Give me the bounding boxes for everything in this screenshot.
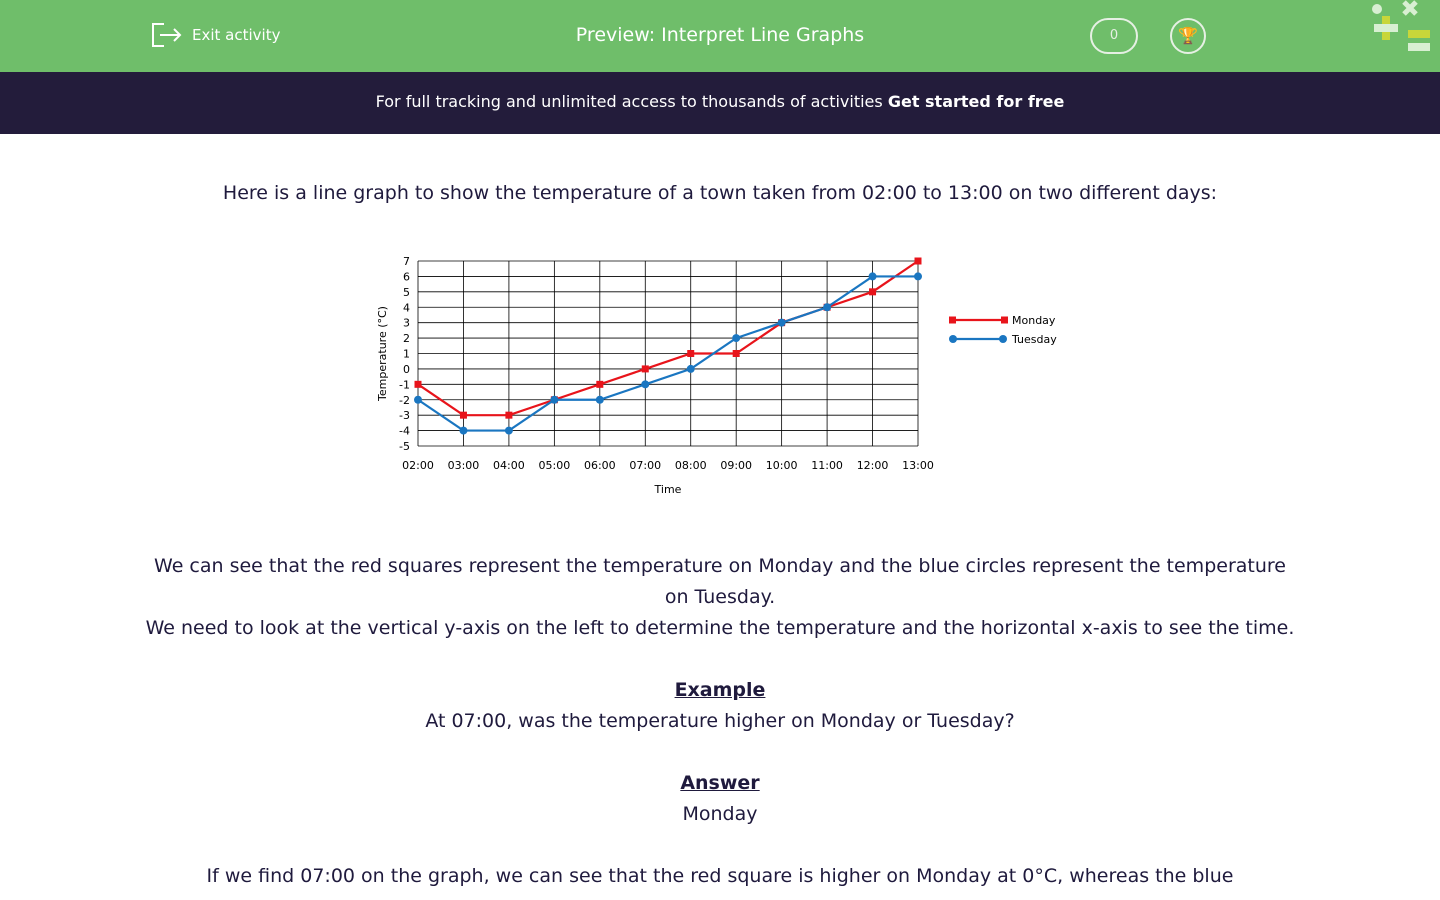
y-tick-label: -2 <box>399 393 410 407</box>
y-tick-label: -5 <box>399 440 410 453</box>
data-point-tuesday <box>414 396 422 404</box>
data-point-monday <box>869 288 876 295</box>
x-tick-label: 07:00 <box>629 459 662 472</box>
data-point-tuesday <box>641 380 649 388</box>
data-point-monday <box>415 381 422 388</box>
x-tick-label: 05:00 <box>538 459 571 472</box>
data-point-tuesday <box>459 427 467 435</box>
score-badge: 0 <box>1090 18 1138 54</box>
data-point-monday <box>460 412 467 419</box>
line-chart <box>360 245 1080 515</box>
legend-marker <box>949 317 956 324</box>
data-point-monday <box>596 381 603 388</box>
page-title: Preview: Interpret Line Graphs <box>575 24 865 46</box>
example-heading: Example <box>674 679 766 701</box>
x-tick-label: 09:00 <box>720 459 753 472</box>
paragraph-axes: We need to look at the vertical y-axis on the left to determine the temperature and the horizontal x-axis to see the time. <box>145 617 1295 639</box>
x-tick-label: 10:00 <box>765 459 798 472</box>
signup-banner <box>0 72 1440 134</box>
exit-icon <box>150 22 182 48</box>
paragraph-legend: We can see that the red squares represent the temperature on Monday and the blue circles represent the temperature on Tuesday. <box>154 555 1286 608</box>
data-point-monday <box>733 350 740 357</box>
y-tick-label: 1 <box>403 347 410 361</box>
exit-activity-button[interactable] <box>150 22 280 48</box>
y-tick-label: 6 <box>403 270 410 284</box>
x-tick-label: 06:00 <box>583 459 616 472</box>
data-point-tuesday <box>823 303 831 311</box>
x-tick-label: 02:00 <box>402 459 434 472</box>
logo-icon <box>1368 0 1432 56</box>
x-tick-label: 04:00 <box>493 459 525 472</box>
example-question: At 07:00, was the temperature higher on Monday or Tuesday? <box>425 710 1015 732</box>
data-point-tuesday <box>914 272 922 280</box>
legend-marker <box>999 335 1007 343</box>
y-tick-label: -1 <box>399 378 410 392</box>
data-point-monday <box>687 350 694 357</box>
get-started-link[interactable]: Get started for free <box>887 92 1065 111</box>
data-point-tuesday <box>550 396 558 404</box>
y-tick-label: -4 <box>399 424 410 438</box>
y-axis-label: Temperature (°C) <box>376 306 389 401</box>
explanation-text: If we find 07:00 on the graph, we can see that the red square is higher on Monday at 0°C, whereas the blue <box>206 865 1234 887</box>
answer-text: Monday <box>682 803 758 825</box>
legend-label: Tuesday <box>1012 333 1057 346</box>
intro-text: Here is a line graph to show the temperature of a town taken from 02:00 to 13:00 on two different days: <box>222 182 1218 204</box>
legend-marker <box>1001 317 1008 324</box>
data-point-monday <box>642 365 649 372</box>
legend-marker <box>949 335 957 343</box>
x-tick-label: 13:00 <box>902 459 934 472</box>
y-tick-label: 3 <box>403 316 410 330</box>
exit-label: Exit activity <box>192 26 281 44</box>
answer-heading: Answer <box>680 772 760 794</box>
data-point-tuesday <box>869 272 877 280</box>
y-tick-label: 4 <box>403 301 410 315</box>
x-axis-label: Time <box>654 483 682 496</box>
data-point-tuesday <box>778 319 786 327</box>
y-tick-label: 2 <box>403 332 410 346</box>
data-point-tuesday <box>687 365 695 373</box>
data-point-monday <box>915 258 922 265</box>
y-tick-label: 7 <box>403 255 410 268</box>
data-point-monday <box>505 412 512 419</box>
y-tick-label: 5 <box>403 285 410 299</box>
top-bar <box>0 0 1440 72</box>
banner-text: For full tracking and unlimited access to thousands of activities <box>375 92 888 111</box>
y-tick-label: -3 <box>399 409 410 423</box>
x-tick-label: 11:00 <box>811 459 843 472</box>
x-tick-label: 12:00 <box>856 459 889 472</box>
x-tick-label: 03:00 <box>447 459 480 472</box>
legend-label: Monday <box>1012 314 1056 327</box>
data-point-tuesday <box>505 427 513 435</box>
data-point-tuesday <box>732 334 740 342</box>
y-tick-label: 0 <box>403 362 410 376</box>
trophy-icon[interactable]: 🏆 <box>1170 18 1206 54</box>
data-point-tuesday <box>596 396 604 404</box>
x-tick-label: 08:00 <box>674 459 707 472</box>
